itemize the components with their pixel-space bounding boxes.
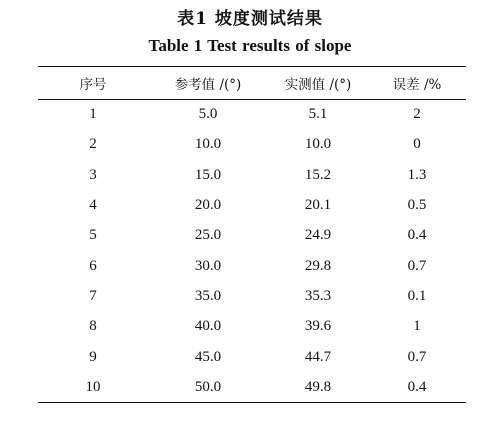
table-header (38, 67, 466, 100)
cell-error: 0.7 (407, 348, 427, 365)
cell-error: 0.1 (407, 287, 427, 304)
cell-reference: 35.0 (194, 287, 222, 304)
cell-index: 2 (89, 136, 97, 153)
table-row (38, 100, 466, 130)
cell-index: 7 (89, 287, 97, 304)
column-header-measured: 实测值 /(°) (268, 67, 368, 100)
cell-reference: 30.0 (194, 257, 222, 274)
cell-measured: 35.3 (304, 287, 332, 304)
table-row (38, 130, 466, 160)
cell-measured: 15.2 (304, 166, 332, 183)
table-row (38, 221, 466, 251)
cell-measured: 10.0 (304, 136, 332, 153)
table-body (38, 100, 466, 403)
cell-measured: 44.7 (304, 348, 332, 365)
table-caption-chinese: 表1 坡度测试结果 (177, 9, 323, 29)
table-row (38, 190, 466, 220)
cell-error: 0.4 (368, 372, 466, 402)
cell-reference: 40.0 (194, 318, 222, 335)
cell-index: 4 (89, 197, 97, 214)
cell-measured: 29.8 (304, 257, 332, 274)
cell-measured: 5.1 (308, 106, 328, 123)
table-row (38, 160, 466, 190)
cell-measured: 20.1 (304, 197, 332, 214)
cell-index: 5 (89, 227, 97, 244)
cell-index: 3 (89, 166, 97, 183)
cell-error: 0.4 (407, 227, 427, 244)
cell-index: 8 (89, 318, 97, 335)
cell-error: 1.3 (407, 166, 427, 183)
column-header-error: 误差 /% (368, 67, 466, 100)
cell-error: 0.7 (407, 257, 427, 274)
cell-index: 10 (38, 372, 148, 402)
cell-measured: 24.9 (304, 227, 332, 244)
table-caption-english: Table 1 Test results of slope (148, 36, 352, 55)
cell-error: 1 (413, 318, 421, 335)
cell-measured: 49.8 (268, 372, 368, 402)
cell-reference: 20.0 (194, 197, 222, 214)
cell-error: 2 (413, 106, 421, 123)
cell-index: 9 (89, 348, 97, 365)
table-row (38, 281, 466, 311)
cell-reference: 5.0 (198, 106, 218, 123)
cell-reference: 50.0 (148, 372, 268, 402)
results-table (38, 66, 466, 403)
cell-index: 6 (89, 257, 97, 274)
cell-reference: 25.0 (194, 227, 222, 244)
cell-error: 0.5 (407, 197, 427, 214)
table-row (38, 251, 466, 281)
column-header-index: 序号 (38, 67, 148, 100)
cell-error: 0 (413, 136, 421, 153)
cell-reference: 15.0 (194, 166, 222, 183)
column-header-reference: 参考值 /(°) (148, 67, 268, 100)
header-row (38, 67, 466, 100)
cell-reference: 10.0 (194, 136, 222, 153)
cell-index: 1 (89, 106, 97, 123)
table-row (38, 342, 466, 372)
cell-measured: 39.6 (304, 318, 332, 335)
table-row (38, 372, 466, 402)
table-row (38, 312, 466, 342)
cell-reference: 45.0 (194, 348, 222, 365)
